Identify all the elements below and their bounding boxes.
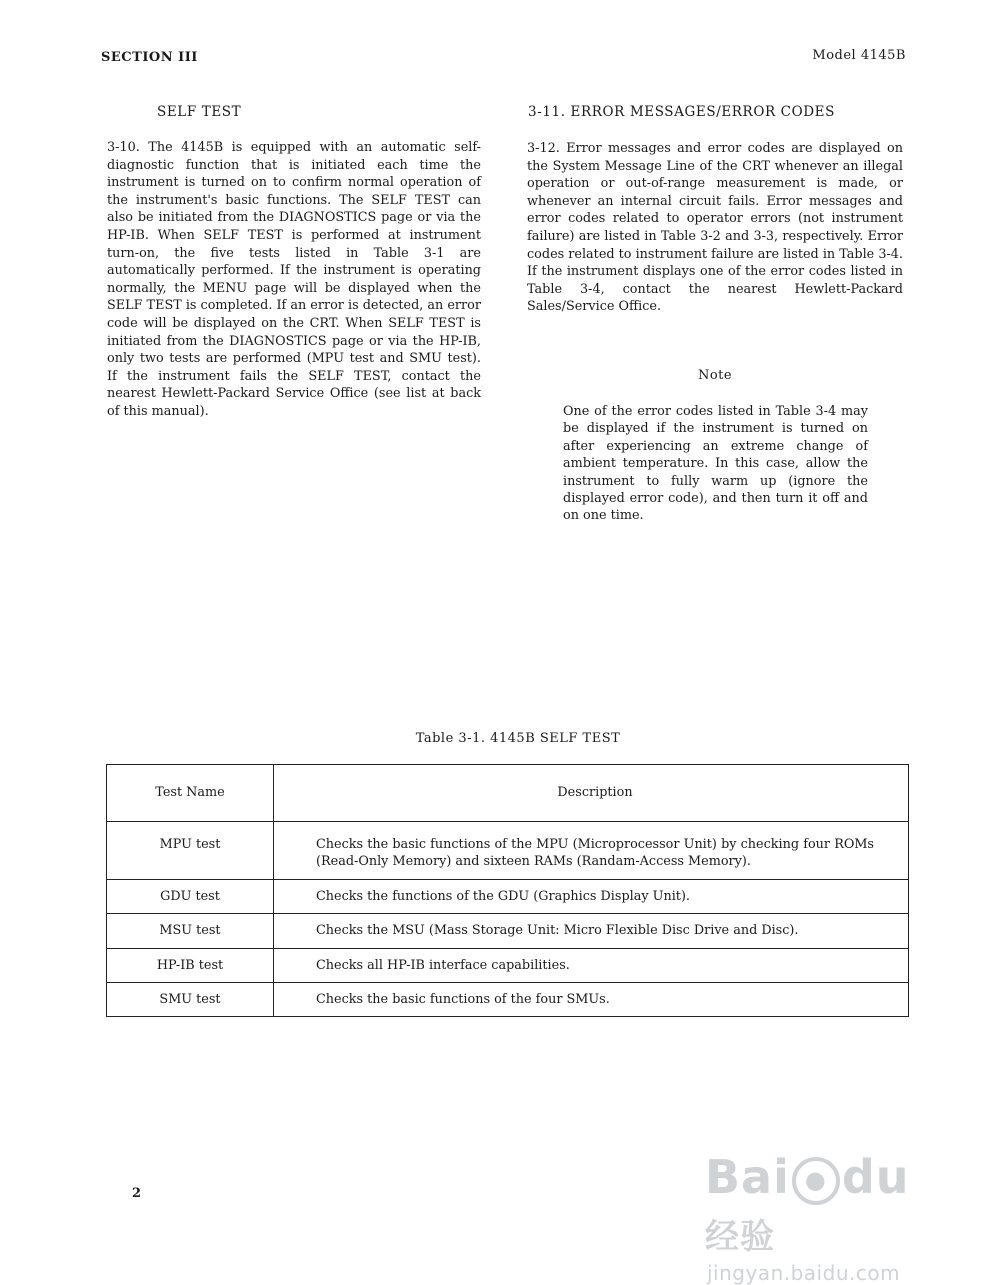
watermark-brand-mid: du <box>841 1150 910 1204</box>
table-row <box>107 914 909 948</box>
watermark-logo <box>705 1150 935 1259</box>
self-test-table <box>106 764 909 1017</box>
table-header-row <box>107 765 909 822</box>
paw-icon: ● <box>792 1157 840 1205</box>
table-row <box>107 983 909 1017</box>
error-messages-heading: 3-11. ERROR MESSAGES/ERROR CODES <box>528 104 835 120</box>
section-label: SECTION III <box>101 50 198 65</box>
test-name-cell: MPU test <box>107 822 274 880</box>
description-cell: Checks all HP-IB interface capabilities. <box>274 948 909 982</box>
table-row <box>107 822 909 880</box>
watermark-url: jingyan.baidu.com <box>707 1260 901 1285</box>
watermark <box>705 1150 935 1285</box>
description-cell: Checks the basic functions of the four SMUs. <box>274 983 909 1017</box>
test-name-cell: HP-IB test <box>107 948 274 982</box>
column-header-test-name: Test Name <box>107 765 274 822</box>
self-test-heading: SELF TEST <box>157 104 242 120</box>
column-header-description: Description <box>274 765 909 822</box>
table-row <box>107 879 909 913</box>
description-cell: Checks the basic functions of the MPU (Microprocessor Unit) by checking four ROMs (Read-Only Memory) and sixteen RAMs (Randam-Access Memory). <box>274 822 909 880</box>
table-caption: Table 3-1. 4145B SELF TEST <box>415 731 621 746</box>
watermark-brand-cn: 经验 <box>705 1216 775 1257</box>
page-number: 2 <box>132 1186 142 1201</box>
test-name-cell: MSU test <box>107 914 274 948</box>
note-title: Note <box>697 368 733 383</box>
watermark-brand-left: Bai <box>705 1150 790 1204</box>
description-cell: Checks the functions of the GDU (Graphics Display Unit). <box>274 879 909 913</box>
note-body: One of the error codes listed in Table 3-4 may be displayed if the instrument is turned on after experiencing an extreme change of ambient temperature. In this case, allow the instrument to fully warm up (ignore the displayed error code), and then turn it off and on one time. <box>563 404 868 524</box>
test-name-cell: SMU test <box>107 983 274 1017</box>
model-label: Model 4145B <box>812 48 906 63</box>
error-messages-paragraph: 3-12. Error messages and error codes are displayed on the System Message Line of the CRT whenever an illegal operation or out-of-range measurement is made, or whenever an internal circuit fails. Error messages and error codes related to operator errors (not instrument failure) are listed in Table 3-2 and 3-3, respectively. Error codes related to instrument failure are listed in Table 3-4. If the instrument displays one of the error codes listed in Table 3-4, contact the nearest Hewlett-Packard Sales/Service Office. <box>527 141 903 315</box>
self-test-paragraph: 3-10. The 4145B is equipped with an automatic self-diagnostic function that is initiated each time the instrument is turned on to confirm normal operation of the instrument's basic functions. The SELF TEST can also be initiated from the DIAGNOSTICS page or via the HP-IB. When SELF TEST is performed at instrument turn-on, the five tests listed in Table 3-1 are automatically performed. If the instrument is operating normally, the MENU page will be displayed when the SELF TEST is completed. If an error is detected, an error code will be displayed on the CRT. When SELF TEST is initiated from the DIAGNOSTICS page or via the HP-IB, only two tests are performed (MPU test and SMU test). If the instrument fails the SELF TEST, contact the nearest Hewlett-Packard Service Office (see list at back of this manual). <box>107 140 481 419</box>
description-cell: Checks the MSU (Mass Storage Unit: Micro Flexible Disc Drive and Disc). <box>274 914 909 948</box>
table-row <box>107 948 909 982</box>
test-name-cell: GDU test <box>107 879 274 913</box>
